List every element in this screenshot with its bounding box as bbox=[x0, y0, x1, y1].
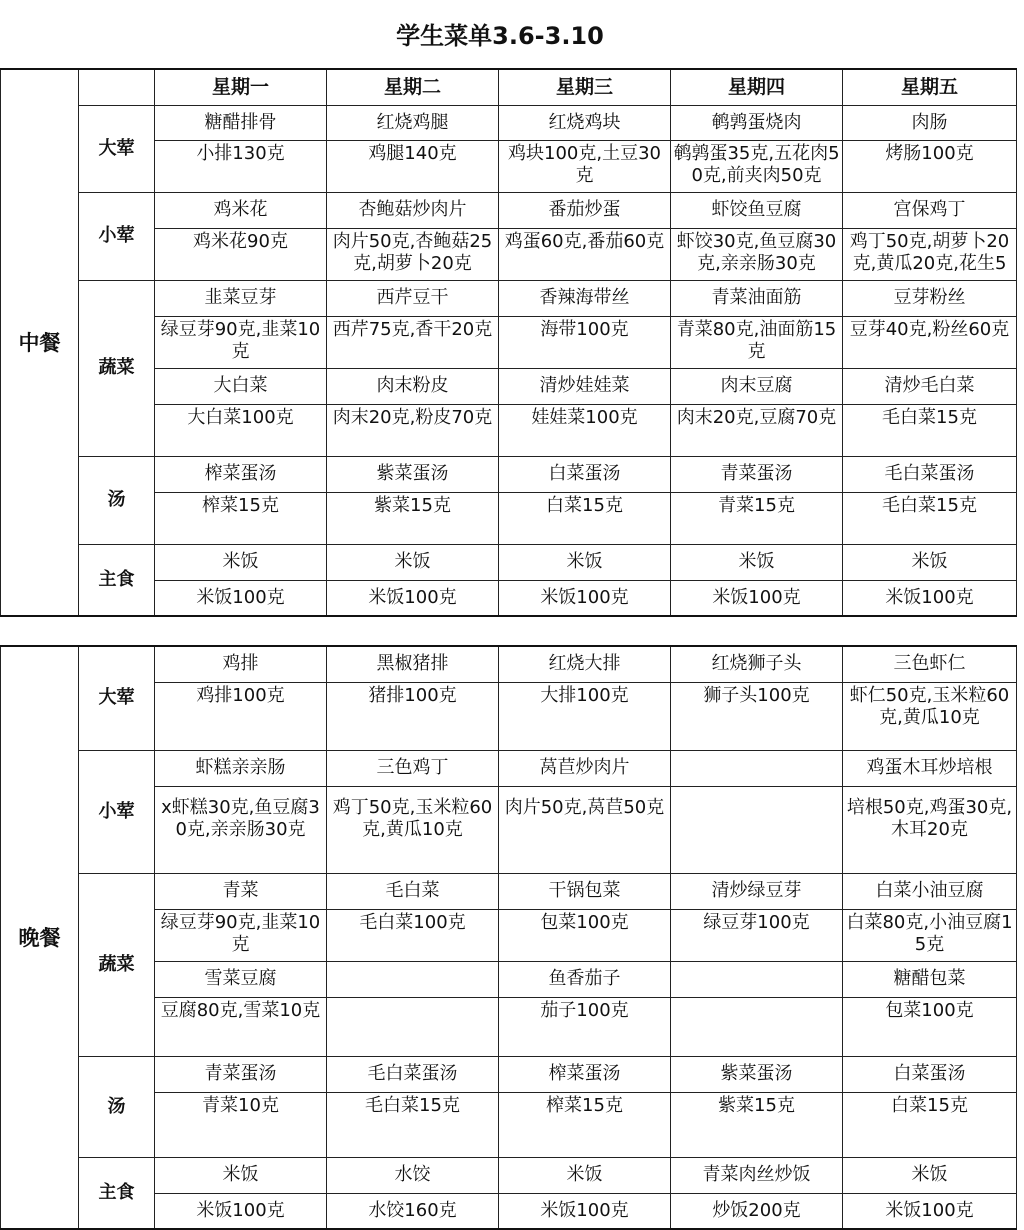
dish-cell: 肉末粉皮 bbox=[327, 368, 499, 404]
amount-cell bbox=[671, 228, 843, 280]
cell-text-wrap bbox=[672, 1000, 841, 1053]
cell-text: 虾饺30克,鱼豆腐30克,亲亲肠30克 bbox=[676, 231, 837, 274]
dish-cell: 番茄炒蛋 bbox=[499, 192, 671, 228]
amount-cell bbox=[843, 1092, 1017, 1157]
lunch-label: 中餐 bbox=[1, 69, 79, 616]
cell-text: 毛白菜100克 bbox=[359, 912, 466, 933]
amount-cell bbox=[155, 997, 327, 1056]
amount-cell bbox=[327, 140, 499, 192]
dish-cell: 米饭 bbox=[499, 1157, 671, 1193]
amount-cell bbox=[327, 404, 499, 456]
amount-cell bbox=[671, 404, 843, 456]
cell-text: 紫菜15克 bbox=[374, 495, 451, 516]
cell-text-wrap bbox=[500, 912, 669, 958]
cell-text-wrap bbox=[328, 685, 497, 747]
cell-text-wrap bbox=[156, 495, 325, 541]
dish-row bbox=[1, 1157, 1017, 1193]
cell-text-wrap bbox=[156, 319, 325, 365]
amount-cell bbox=[671, 140, 843, 192]
cell-text-wrap bbox=[672, 407, 841, 453]
category-label: 小荤 bbox=[79, 192, 155, 280]
cell-text: 紫菜15克 bbox=[718, 1095, 795, 1116]
dish-cell: 韭菜豆芽 bbox=[155, 280, 327, 316]
cell-text-wrap bbox=[328, 1000, 497, 1053]
menu-title: 学生菜单3.6-3.10 bbox=[396, 22, 604, 50]
cell-text: 青菜80克,油面筋15克 bbox=[676, 319, 837, 362]
amount-cell bbox=[327, 786, 499, 873]
amount-cell bbox=[155, 140, 327, 192]
amount-cell bbox=[671, 682, 843, 750]
dish-cell: 清炒绿豆芽 bbox=[671, 873, 843, 909]
dish-cell: 米饭 bbox=[155, 1157, 327, 1193]
cell-text-wrap bbox=[156, 1095, 325, 1154]
dish-cell: 宫保鸡丁 bbox=[843, 192, 1017, 228]
dish-cell: 雪菜豆腐 bbox=[155, 961, 327, 997]
cell-text-wrap bbox=[500, 495, 669, 541]
cell-text: 毛白菜15克 bbox=[882, 407, 977, 428]
dish-row bbox=[1, 750, 1017, 786]
dish-cell: 三色虾仁 bbox=[843, 646, 1017, 682]
cell-text-wrap bbox=[500, 1095, 669, 1154]
cell-text-wrap bbox=[844, 912, 1015, 958]
amount-cell bbox=[499, 228, 671, 280]
category-label: 小荤 bbox=[79, 750, 155, 873]
cell-text: 鸡排100克 bbox=[196, 685, 285, 706]
cell-text-wrap bbox=[844, 319, 1015, 365]
amount-cell bbox=[843, 786, 1017, 873]
amount-cell bbox=[327, 1092, 499, 1157]
cell-text: 包菜100克 bbox=[885, 1000, 974, 1021]
cell-text-wrap bbox=[672, 319, 841, 365]
dish-cell: 榨菜蛋汤 bbox=[499, 1056, 671, 1092]
cell-text: 绿豆芽90克,韭菜10克 bbox=[160, 319, 321, 362]
amount-cell bbox=[499, 1092, 671, 1157]
dish-cell: 清炒毛白菜 bbox=[843, 368, 1017, 404]
dish-cell: 水饺 bbox=[327, 1157, 499, 1193]
dish-cell: 鸡排 bbox=[155, 646, 327, 682]
amount-cell bbox=[327, 316, 499, 368]
cell-text-wrap bbox=[328, 1095, 497, 1154]
dish-cell: 杏鲍菇炒肉片 bbox=[327, 192, 499, 228]
amount-cell: 炒饭200克 bbox=[671, 1193, 843, 1229]
amount-cell bbox=[671, 997, 843, 1056]
dish-row bbox=[1, 544, 1017, 580]
dish-row bbox=[1, 646, 1017, 682]
dish-cell: 清炒娃娃菜 bbox=[499, 368, 671, 404]
cell-text-wrap bbox=[328, 319, 497, 365]
dish-cell: 白菜小油豆腐 bbox=[843, 873, 1017, 909]
dish-cell: 三色鸡丁 bbox=[327, 750, 499, 786]
cell-text-wrap bbox=[672, 231, 841, 277]
cell-text-wrap bbox=[156, 143, 325, 189]
dish-cell: 干锅包菜 bbox=[499, 873, 671, 909]
amount-cell bbox=[499, 316, 671, 368]
amount-cell bbox=[155, 909, 327, 961]
amount-cell bbox=[499, 682, 671, 750]
cell-text: 海带100克 bbox=[540, 319, 629, 340]
day-header: 星期二 bbox=[327, 69, 499, 105]
cell-text: 白菜15克 bbox=[546, 495, 623, 516]
cell-text: 豆腐80克,雪菜10克 bbox=[160, 1000, 321, 1021]
amount-cell bbox=[843, 404, 1017, 456]
day-header-row bbox=[1, 69, 1017, 105]
cell-text: 鸡丁50克,玉米粒60克,黄瓜10克 bbox=[332, 796, 493, 840]
cell-text-wrap bbox=[328, 495, 497, 541]
dish-cell: 红烧鸡腿 bbox=[327, 105, 499, 140]
cell-text: 榨菜15克 bbox=[202, 495, 279, 516]
amount-cell: 米饭100克 bbox=[327, 580, 499, 616]
category-label: 蔬菜 bbox=[79, 280, 155, 456]
cell-text-wrap bbox=[844, 231, 1015, 277]
amount-cell: 米饭100克 bbox=[843, 1193, 1017, 1229]
cell-text: 培根50克,鸡蛋30克,木耳20克 bbox=[846, 796, 1013, 840]
amount-cell bbox=[843, 682, 1017, 750]
cell-text-wrap bbox=[328, 912, 497, 958]
cell-text-wrap bbox=[844, 143, 1015, 189]
cell-text: 娃娃菜100克 bbox=[531, 407, 638, 428]
dish-cell: 毛白菜蛋汤 bbox=[843, 456, 1017, 492]
cell-text-wrap bbox=[500, 143, 669, 189]
category-label: 主食 bbox=[79, 544, 155, 616]
dinner-table bbox=[0, 645, 1017, 1230]
lunch-table bbox=[0, 68, 1017, 617]
cell-text-wrap bbox=[844, 685, 1015, 747]
cell-text-wrap bbox=[500, 1000, 669, 1053]
dish-cell bbox=[671, 750, 843, 786]
amount-cell: 米饭100克 bbox=[499, 580, 671, 616]
dish-row bbox=[1, 873, 1017, 909]
cell-text: 绿豆芽100克 bbox=[703, 912, 810, 933]
dish-cell: 紫菜蛋汤 bbox=[327, 456, 499, 492]
day-header: 星期四 bbox=[671, 69, 843, 105]
dish-cell: 黑椒猪排 bbox=[327, 646, 499, 682]
cell-text: 大排100克 bbox=[540, 685, 629, 706]
amount-cell bbox=[671, 909, 843, 961]
cell-text-wrap bbox=[672, 495, 841, 541]
cell-text: 鹌鹑蛋35克,五花肉50克,前夹肉50克 bbox=[673, 143, 840, 186]
cell-text: 青菜15克 bbox=[718, 495, 795, 516]
amount-cell bbox=[843, 909, 1017, 961]
amount-cell bbox=[843, 492, 1017, 544]
dish-cell bbox=[327, 961, 499, 997]
dish-cell: 西芹豆干 bbox=[327, 280, 499, 316]
dish-cell: 糖醋包菜 bbox=[843, 961, 1017, 997]
dish-cell: 榨菜蛋汤 bbox=[155, 456, 327, 492]
cell-text-wrap bbox=[844, 1095, 1015, 1154]
dish-cell: 虾饺鱼豆腐 bbox=[671, 192, 843, 228]
dinner-label: 晚餐 bbox=[1, 646, 79, 1229]
cell-text: 肉末20克,豆腐70克 bbox=[676, 407, 837, 428]
cell-text: 肉末20克,粉皮70克 bbox=[332, 407, 493, 428]
amount-cell bbox=[327, 997, 499, 1056]
cell-text: 肉片50克,莴苣50克 bbox=[504, 796, 665, 818]
cell-text: 虾仁50克,玉米粒60克,黄瓜10克 bbox=[849, 685, 1010, 728]
cell-text: 烤肠100克 bbox=[885, 143, 974, 164]
dish-cell: 青菜 bbox=[155, 873, 327, 909]
dish-cell: 豆芽粉丝 bbox=[843, 280, 1017, 316]
dish-cell: 肉肠 bbox=[843, 105, 1017, 140]
dish-cell: 米饭 bbox=[499, 544, 671, 580]
amount-cell bbox=[499, 997, 671, 1056]
dish-cell: 青菜蛋汤 bbox=[671, 456, 843, 492]
cell-text-wrap bbox=[156, 1000, 325, 1053]
amount-cell: 米饭100克 bbox=[843, 580, 1017, 616]
amount-cell bbox=[671, 786, 843, 873]
cell-text-wrap bbox=[156, 685, 325, 747]
cell-text-wrap bbox=[328, 231, 497, 277]
amount-cell bbox=[499, 140, 671, 192]
amount-cell bbox=[671, 1092, 843, 1157]
amount-cell bbox=[155, 228, 327, 280]
dish-cell: 红烧大排 bbox=[499, 646, 671, 682]
dish-cell: 鸡米花 bbox=[155, 192, 327, 228]
cell-text: 猪排100克 bbox=[368, 685, 457, 706]
dish-cell: 青菜肉丝炒饭 bbox=[671, 1157, 843, 1193]
cell-text: 毛白菜15克 bbox=[365, 1095, 460, 1116]
dish-cell: 肉末豆腐 bbox=[671, 368, 843, 404]
cell-text-wrap bbox=[328, 143, 497, 189]
dish-cell: 米饭 bbox=[327, 544, 499, 580]
amount-cell bbox=[843, 228, 1017, 280]
cell-text: 大白菜100克 bbox=[187, 407, 294, 428]
cell-text: 青菜10克 bbox=[202, 1095, 279, 1116]
cell-text: 鸡块100克,土豆30克 bbox=[508, 143, 661, 186]
dish-cell: 米饭 bbox=[671, 544, 843, 580]
cell-text-wrap bbox=[844, 407, 1015, 453]
day-header: 星期一 bbox=[155, 69, 327, 105]
cell-text-wrap bbox=[672, 1095, 841, 1154]
dish-cell: 鸡蛋木耳炒培根 bbox=[843, 750, 1017, 786]
dish-cell: 莴苣炒肉片 bbox=[499, 750, 671, 786]
amount-cell bbox=[155, 1092, 327, 1157]
amount-cell bbox=[155, 316, 327, 368]
cell-text-wrap bbox=[844, 495, 1015, 541]
dish-cell: 红烧狮子头 bbox=[671, 646, 843, 682]
amount-cell bbox=[155, 682, 327, 750]
category-label: 大荤 bbox=[79, 105, 155, 192]
dish-cell: 虾糕亲亲肠 bbox=[155, 750, 327, 786]
amount-cell bbox=[327, 682, 499, 750]
cell-text: 狮子头100克 bbox=[703, 685, 810, 706]
cell-text: 肉片50克,杏鲍菇25克,胡萝卜20克 bbox=[332, 231, 493, 274]
dish-row bbox=[1, 280, 1017, 316]
amount-cell bbox=[327, 492, 499, 544]
cell-text-wrap bbox=[500, 797, 669, 863]
amount-cell bbox=[155, 492, 327, 544]
cell-text-wrap bbox=[328, 407, 497, 453]
cell-text-wrap bbox=[500, 319, 669, 365]
dish-cell: 米饭 bbox=[843, 544, 1017, 580]
dish-cell: 香辣海带丝 bbox=[499, 280, 671, 316]
cell-text: 小排130克 bbox=[196, 143, 285, 164]
dish-row bbox=[1, 105, 1017, 140]
cell-text: 毛白菜15克 bbox=[882, 495, 977, 516]
dish-row bbox=[1, 1056, 1017, 1092]
dish-cell: 米饭 bbox=[843, 1157, 1017, 1193]
dish-cell: 鹌鹑蛋烧肉 bbox=[671, 105, 843, 140]
amount-cell bbox=[499, 909, 671, 961]
dish-cell: 糖醋排骨 bbox=[155, 105, 327, 140]
cell-text: 白菜80克,小油豆腐15克 bbox=[846, 912, 1013, 955]
amount-cell: 水饺160克 bbox=[327, 1193, 499, 1229]
cell-text-wrap bbox=[500, 231, 669, 277]
cell-text-wrap bbox=[672, 143, 841, 189]
dish-row bbox=[1, 192, 1017, 228]
cell-text-wrap bbox=[672, 912, 841, 958]
category-label: 汤 bbox=[79, 456, 155, 544]
dish-cell: 鱼香茄子 bbox=[499, 961, 671, 997]
cell-text: 鸡蛋60克,番茄60克 bbox=[504, 231, 665, 252]
dish-cell: 红烧鸡块 bbox=[499, 105, 671, 140]
amount-cell: 米饭100克 bbox=[155, 580, 327, 616]
dish-cell: 毛白菜 bbox=[327, 873, 499, 909]
cell-text-wrap bbox=[156, 797, 325, 863]
category-label: 主食 bbox=[79, 1157, 155, 1229]
cell-text-wrap bbox=[672, 797, 841, 863]
cell-text-wrap bbox=[672, 685, 841, 747]
amount-cell bbox=[671, 316, 843, 368]
category-label: 大荤 bbox=[79, 646, 155, 750]
dish-cell: 大白菜 bbox=[155, 368, 327, 404]
dish-cell bbox=[671, 961, 843, 997]
cell-text-wrap bbox=[156, 912, 325, 958]
cell-text-wrap bbox=[500, 407, 669, 453]
cell-text: 包菜100克 bbox=[540, 912, 629, 933]
amount-cell bbox=[499, 786, 671, 873]
cell-text: 豆芽40克,粉丝60克 bbox=[849, 319, 1010, 340]
dish-cell: 毛白菜蛋汤 bbox=[327, 1056, 499, 1092]
amount-cell bbox=[843, 997, 1017, 1056]
category-label: 汤 bbox=[79, 1056, 155, 1157]
day-header: 星期五 bbox=[843, 69, 1017, 105]
amount-cell bbox=[499, 404, 671, 456]
amount-cell bbox=[843, 316, 1017, 368]
dish-cell: 白菜蛋汤 bbox=[499, 456, 671, 492]
dish-cell: 青菜油面筋 bbox=[671, 280, 843, 316]
category-label: 蔬菜 bbox=[79, 873, 155, 1056]
cell-text: 白菜15克 bbox=[891, 1095, 968, 1116]
amount-cell bbox=[843, 140, 1017, 192]
cell-text: 榨菜15克 bbox=[546, 1095, 623, 1116]
amount-cell: 米饭100克 bbox=[155, 1193, 327, 1229]
cell-text-wrap bbox=[844, 797, 1015, 863]
dish-cell: 米饭 bbox=[155, 544, 327, 580]
cell-text-wrap bbox=[328, 797, 497, 863]
cell-text: 鸡丁50克,胡萝卜20克,黄瓜20克,花生5 bbox=[849, 231, 1010, 274]
cell-text-wrap bbox=[156, 407, 325, 453]
cell-text: 绿豆芽90克,韭菜10克 bbox=[160, 912, 321, 955]
cell-text: x虾糕30克,鱼豆腐30克,亲亲肠30克 bbox=[161, 796, 320, 840]
header-corner bbox=[79, 69, 155, 105]
cell-text-wrap bbox=[844, 1000, 1015, 1053]
dish-cell: 青菜蛋汤 bbox=[155, 1056, 327, 1092]
day-header: 星期三 bbox=[499, 69, 671, 105]
cell-text: 鸡腿140克 bbox=[368, 143, 457, 164]
cell-text-wrap bbox=[156, 231, 325, 277]
amount-cell bbox=[155, 404, 327, 456]
amount-cell: 米饭100克 bbox=[499, 1193, 671, 1229]
amount-cell bbox=[327, 909, 499, 961]
amount-cell bbox=[671, 492, 843, 544]
cell-text-wrap bbox=[500, 685, 669, 747]
dish-cell: 紫菜蛋汤 bbox=[671, 1056, 843, 1092]
amount-cell bbox=[155, 786, 327, 873]
amount-cell bbox=[499, 492, 671, 544]
cell-text: 鸡米花90克 bbox=[193, 231, 288, 252]
dish-cell: 白菜蛋汤 bbox=[843, 1056, 1017, 1092]
dish-row bbox=[1, 456, 1017, 492]
cell-text: 茄子100克 bbox=[540, 1000, 629, 1021]
amount-cell: 米饭100克 bbox=[671, 580, 843, 616]
amount-cell bbox=[327, 228, 499, 280]
cell-text: 西芹75克,香干20克 bbox=[332, 319, 493, 340]
